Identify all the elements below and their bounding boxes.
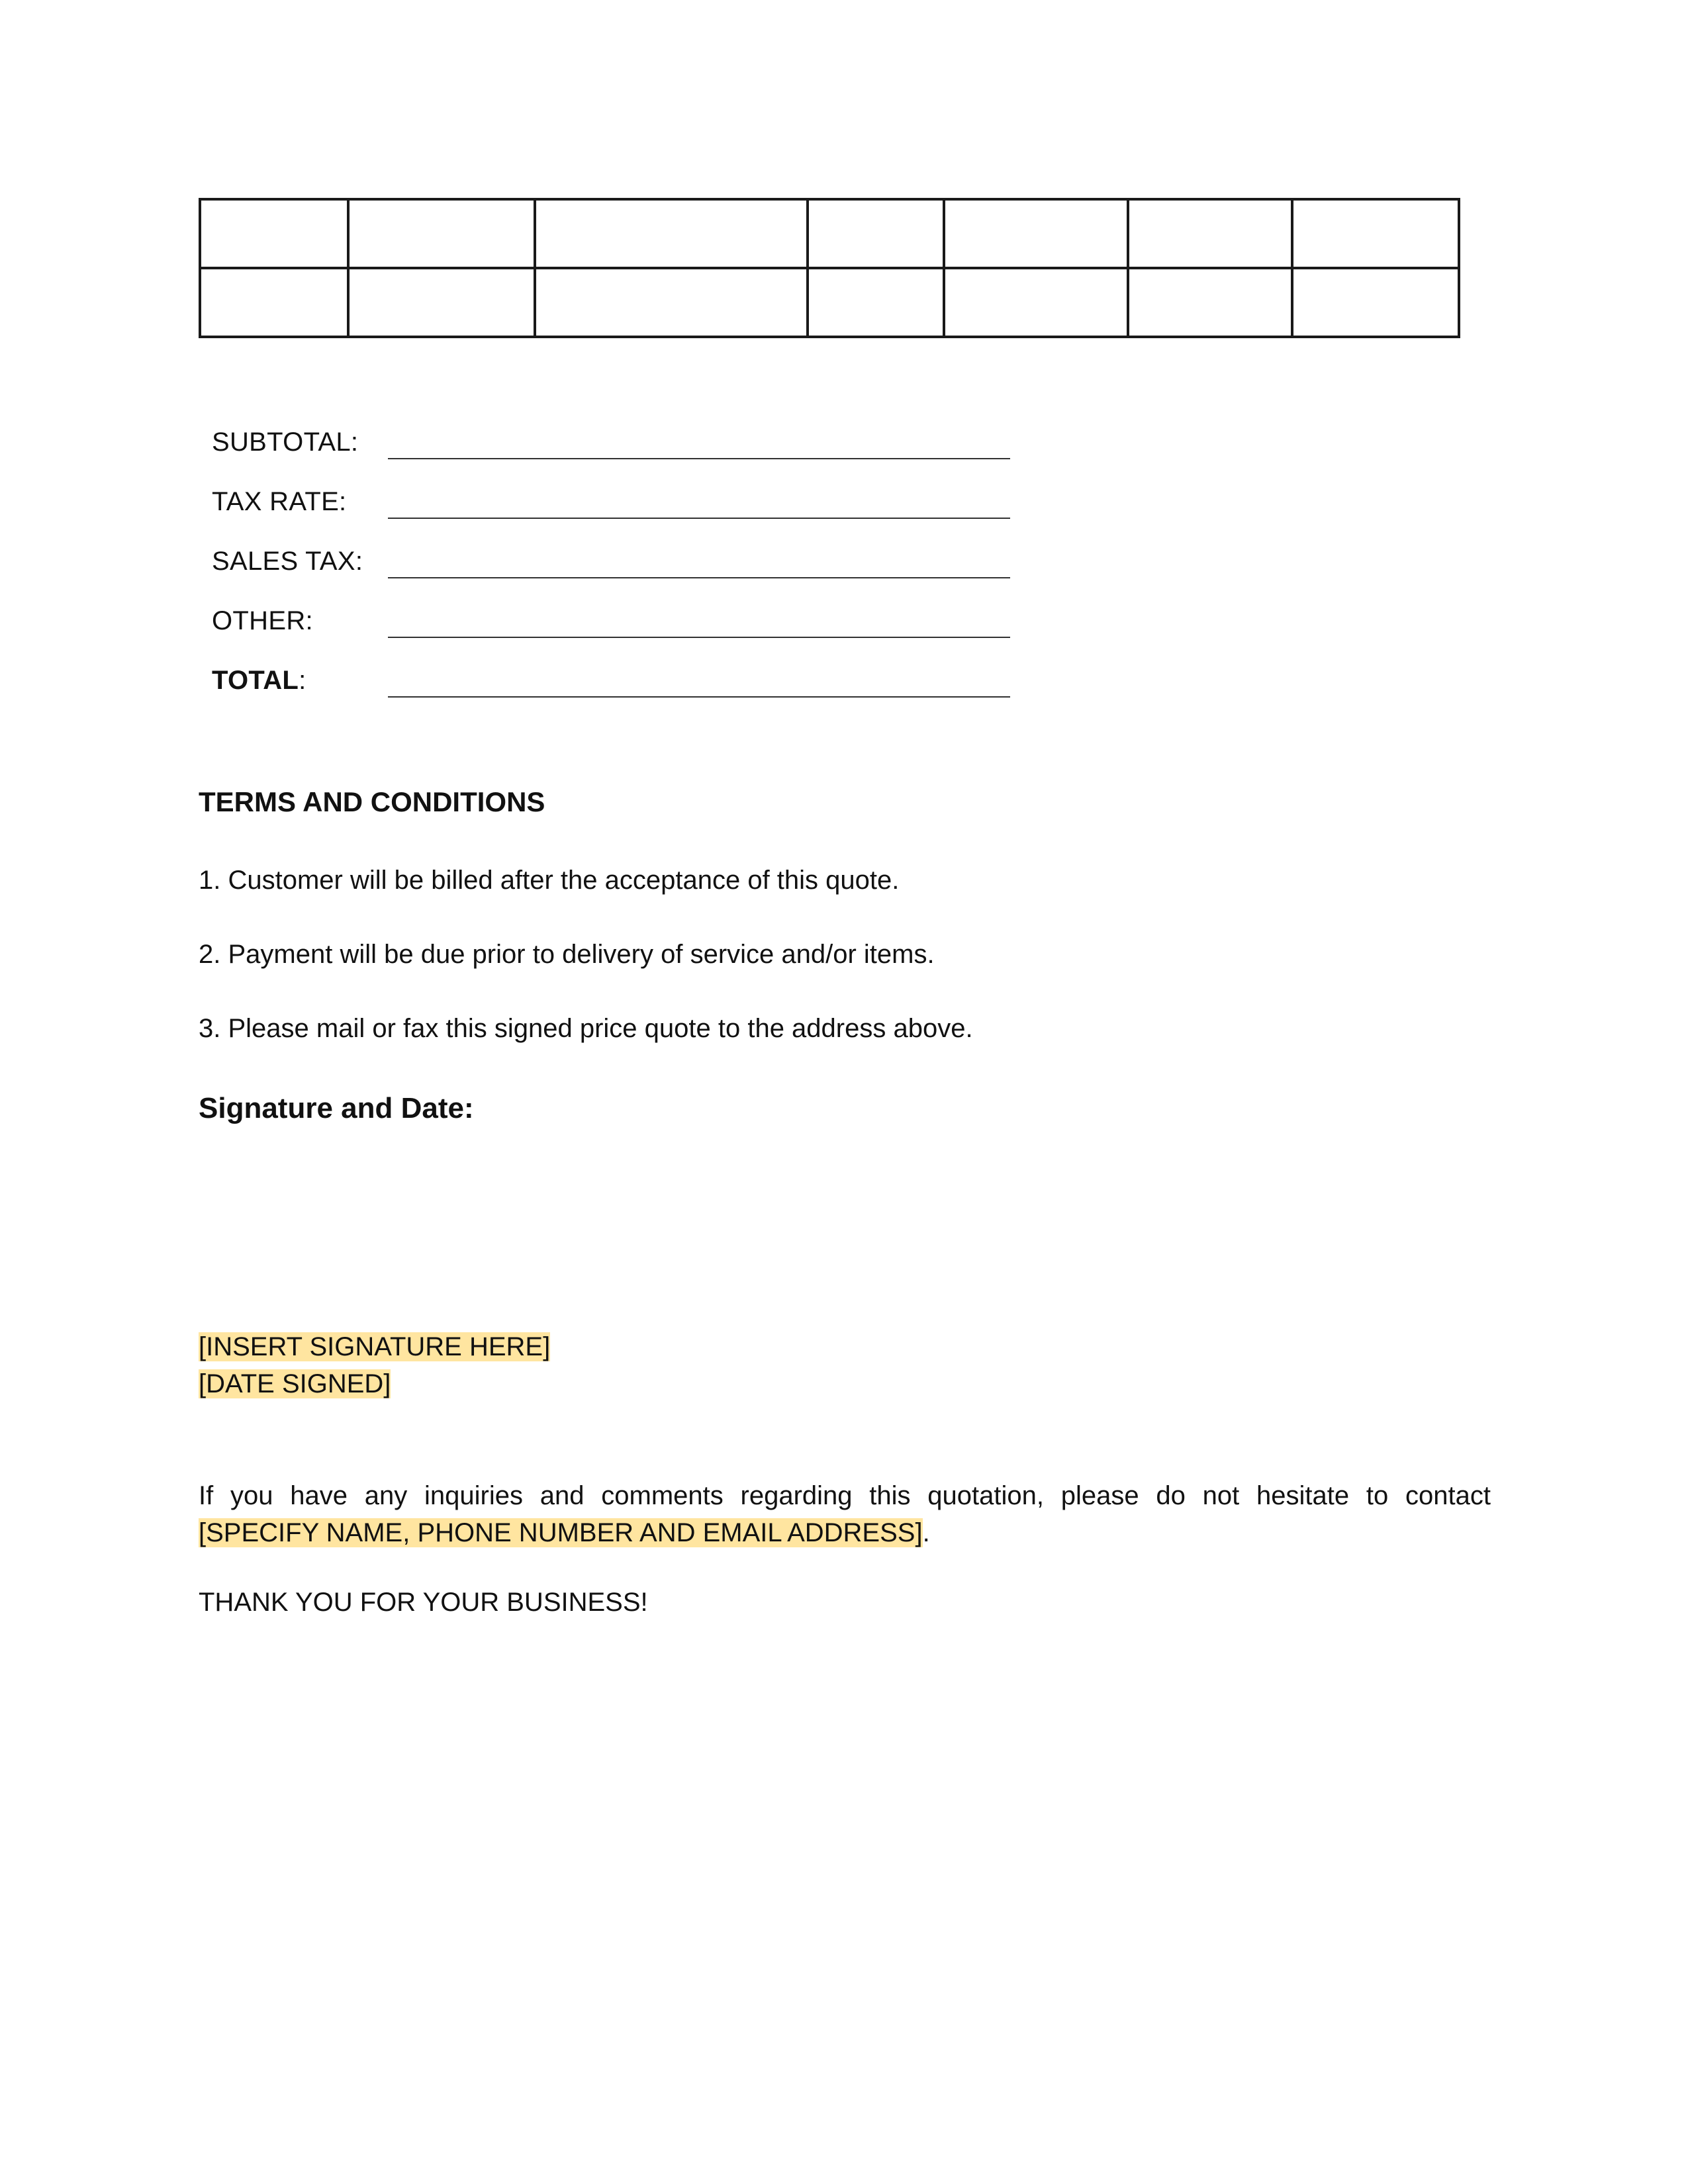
other-row (212, 589, 1072, 649)
inquiry-end-punct: . (922, 1518, 930, 1547)
tax-rate-field[interactable] (388, 518, 1010, 519)
table-cell[interactable] (200, 268, 348, 337)
term-item-1: 1. Customer will be billed after the acceptance of this quote. (199, 866, 900, 895)
total-field[interactable] (388, 696, 1010, 698)
total-row (212, 649, 1072, 708)
signature-heading: Signature and Date: (199, 1092, 474, 1124)
table-cell[interactable] (348, 199, 535, 268)
sales-tax-field[interactable] (388, 577, 1010, 578)
total-label-bold: TOTAL (212, 666, 299, 695)
table-cell[interactable] (808, 199, 944, 268)
table-cell[interactable] (348, 268, 535, 337)
items-table (199, 198, 1460, 338)
totals-section (212, 410, 1072, 708)
table-cell[interactable] (1292, 268, 1459, 337)
subtotal-label: SUBTOTAL: (212, 428, 359, 457)
closing-text: THANK YOU FOR YOUR BUSINESS! (199, 1588, 648, 1617)
table-row (200, 199, 1459, 268)
table-cell[interactable] (200, 199, 348, 268)
signature-placeholder[interactable]: [INSERT SIGNATURE HERE] (199, 1332, 551, 1361)
date-placeholder-line (199, 1366, 391, 1402)
signature-placeholder-line (199, 1329, 550, 1365)
table-cell[interactable] (944, 199, 1128, 268)
total-label-colon: : (299, 666, 306, 695)
table-row (200, 268, 1459, 337)
inquiry-paragraph (199, 1477, 1491, 1551)
table-cell[interactable] (808, 268, 944, 337)
table-cell[interactable] (1128, 268, 1292, 337)
other-label: OTHER: (212, 606, 313, 635)
total-label (212, 664, 306, 696)
contact-placeholder[interactable]: [SPECIFY NAME, PHONE NUMBER AND EMAIL ADDRESS] (199, 1518, 923, 1547)
other-field[interactable] (388, 637, 1010, 638)
table-cell[interactable] (535, 199, 808, 268)
subtotal-field[interactable] (388, 458, 1010, 459)
term-item-3: 3. Please mail or fax this signed price quote to the address above. (199, 1014, 973, 1043)
terms-heading: TERMS AND CONDITIONS (199, 786, 545, 817)
inquiry-text: If you have any inquiries and comments regarding this quotation, please do not hesitate to contact (199, 1481, 1491, 1510)
table-cell[interactable] (944, 268, 1128, 337)
sales-tax-label: SALES TAX: (212, 547, 363, 576)
sales-tax-row (212, 529, 1072, 589)
term-item-2: 2. Payment will be due prior to delivery of service and/or items. (199, 940, 935, 969)
date-placeholder[interactable]: [DATE SIGNED] (199, 1369, 391, 1398)
subtotal-row (212, 410, 1072, 470)
table-cell[interactable] (1292, 199, 1459, 268)
table-cell[interactable] (535, 268, 808, 337)
tax-rate-label: TAX RATE: (212, 487, 347, 516)
table-cell[interactable] (1128, 199, 1292, 268)
tax-rate-row (212, 470, 1072, 529)
